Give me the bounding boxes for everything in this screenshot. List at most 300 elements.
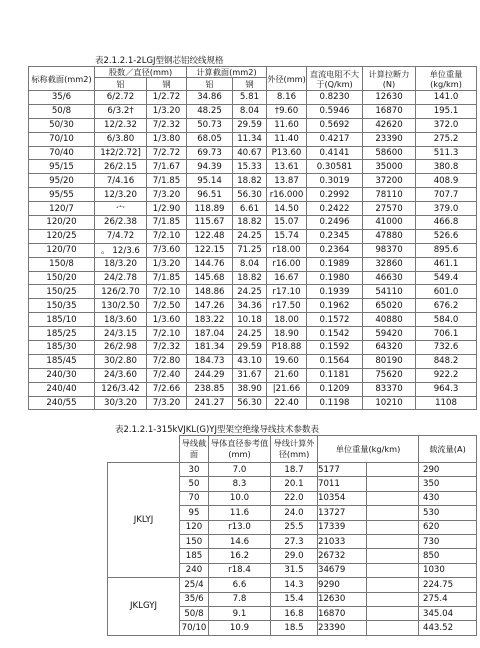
table-cell: 466.8 [416, 216, 477, 230]
table-cell: 120/70 [29, 243, 95, 257]
lgj-table-body [29, 91, 477, 410]
table-cell: 56.30 [233, 396, 267, 410]
table-cell: 10354 [318, 491, 367, 505]
table-cell: 78110 [363, 188, 416, 202]
table-cell: 50/30 [29, 118, 95, 132]
table-cell: 71.25 [233, 243, 267, 257]
table-cell: 964.3 [416, 382, 477, 396]
table-cell: 15.74 [267, 229, 307, 243]
table-cell: 37200 [363, 174, 416, 188]
table2-title: 表2.1.2.1-315kVJKL(G)YJ型架空绝缘导线技术参数表 [115, 425, 320, 435]
table-cell: 65020 [363, 299, 416, 313]
header-strands: 股数／直径(mm) [95, 67, 187, 78]
table-cell: 1108 [416, 396, 477, 410]
table-cell: 50/8 [180, 606, 209, 620]
table-cell: 184.73 [187, 354, 233, 368]
table-cell: 0.1572 [307, 313, 363, 327]
table-cell: 50.73 [187, 118, 233, 132]
spacer-cell [367, 534, 419, 548]
table-cell: 185/45 [29, 354, 95, 368]
header-type [108, 436, 180, 463]
table-cell: 35000 [363, 160, 416, 174]
table-cell: 240/40 [29, 382, 95, 396]
table-cell: 35/6 [29, 91, 95, 105]
table-cell: 13.61 [267, 160, 307, 174]
table-cell: 23390 [363, 132, 416, 146]
table-cell: 30/3.20 [95, 396, 147, 410]
table-cell: 0.8230 [307, 91, 363, 105]
table-cell: 30/2.80 [95, 354, 147, 368]
table-row [29, 368, 477, 382]
table-cell: 35/6 [180, 592, 209, 606]
table-cell: 70/10 [180, 621, 209, 635]
header-section: 标称截面(mm2) [29, 67, 95, 91]
table-cell: 7.0 [209, 463, 271, 477]
table-cell: 18.7 [271, 463, 318, 477]
table-cell: 96.51 [187, 188, 233, 202]
header-tensile: 计算拉断力(N) [363, 67, 416, 91]
table-cell: 24.0 [271, 506, 318, 520]
table-cell: 16.2 [209, 549, 271, 563]
table-cell: 56.30 [233, 188, 267, 202]
table-cell: 0.1962 [307, 299, 363, 313]
table-cell: 706.1 [416, 327, 477, 341]
table-cell: 7/2.10 [147, 327, 187, 341]
table-cell: 584.0 [416, 313, 477, 327]
table-cell: 10.18 [233, 313, 267, 327]
table-cell: 48.25 [187, 104, 233, 118]
table-cell: 7/1.85 [147, 271, 187, 285]
table-cell: 7/1.85 [147, 174, 187, 188]
table-cell: 148.86 [187, 285, 233, 299]
table-cell: 47880 [363, 229, 416, 243]
table-cell: |21.66 [267, 382, 307, 396]
table-cell: 185/10 [29, 313, 95, 327]
table-row [29, 257, 477, 271]
header-area-al: 铝 [187, 78, 233, 91]
table-cell: 17339 [318, 520, 367, 534]
table-cell: 18.82 [233, 174, 267, 188]
table-cell: 372.0 [416, 118, 477, 132]
spacer-cell [367, 506, 419, 520]
table-row [29, 132, 477, 146]
header-outer: 外径(mm) [267, 67, 307, 91]
table-cell: 461.1 [416, 257, 477, 271]
table-row [29, 382, 477, 396]
table-cell: 68.05 [187, 132, 233, 146]
table-cell: 5.81 [233, 91, 267, 105]
table-cell: 18.5 [271, 621, 318, 635]
table-cell: 31.5 [271, 563, 318, 577]
table-cell: 宀 [95, 202, 147, 216]
table-row [29, 174, 477, 188]
table-cell: 95/20 [29, 174, 95, 188]
table-cell: 7/3.60 [147, 243, 187, 257]
header-t2-weight: 单位重量(kg/km) [318, 436, 419, 463]
table-cell: 0.5946 [307, 104, 363, 118]
table-cell: 6.6 [209, 578, 271, 592]
table-cell: 38.90 [233, 382, 267, 396]
table-row [108, 578, 477, 592]
table-cell: 26/2.98 [95, 341, 147, 355]
table-row [29, 202, 477, 216]
table-cell: 185 [180, 549, 209, 563]
table-cell: 24/2.78 [95, 271, 147, 285]
table-row [29, 285, 477, 299]
table-row [29, 104, 477, 118]
group-label: JKLYJ [108, 463, 180, 578]
table-cell: 18.00 [267, 313, 307, 327]
table-cell: 95/55 [29, 188, 95, 202]
table-cell: 40.67 [233, 146, 267, 160]
table-cell: 1/3.20 [147, 104, 187, 118]
table-cell: 145.68 [187, 271, 233, 285]
table-row [29, 271, 477, 285]
table-cell: 25.5 [271, 520, 318, 534]
table-cell: 120/20 [29, 216, 95, 230]
table-cell: 15.33 [233, 160, 267, 174]
table-cell: 290 [419, 463, 477, 477]
table-cell: 120 [180, 520, 209, 534]
table-cell: 58600 [363, 146, 416, 160]
table-cell: 14.3 [271, 578, 318, 592]
table-cell: 549.4 [416, 271, 477, 285]
table-cell: 7/2.40 [147, 368, 187, 382]
table-cell: 8.04 [233, 257, 267, 271]
table-cell: 70 [180, 491, 209, 505]
table-cell: 350 [419, 477, 477, 491]
header-area-steel: 钢 [233, 78, 267, 91]
table-cell: 511.3 [416, 146, 477, 160]
table-cell: 98370 [363, 243, 416, 257]
table1-title: 表2.1.2.1-2LGJ型钢芯铝绞线规格 [95, 56, 224, 66]
table-cell: 7/3.20 [147, 188, 187, 202]
table-cell: 620 [419, 520, 477, 534]
table-cell: 10210 [363, 396, 416, 410]
table-cell: 41000 [363, 216, 416, 230]
table-cell: 1/2.90 [147, 202, 187, 216]
table-cell: 26732 [318, 549, 367, 563]
table-cell: 224.75 [419, 578, 477, 592]
table-cell: 46630 [363, 271, 416, 285]
table-cell: †9.60 [267, 104, 307, 118]
table-cell: 0.1592 [307, 341, 363, 355]
table-cell: 0.2364 [307, 243, 363, 257]
table-cell: 7/2.50 [147, 299, 187, 313]
table-cell: r18.00 [267, 243, 307, 257]
table-cell: 379.0 [416, 202, 477, 216]
table-cell: 526.6 [416, 229, 477, 243]
table-cell: 70/10 [29, 132, 95, 146]
table-cell: 27570 [363, 202, 416, 216]
table-cell: 24.25 [233, 327, 267, 341]
table-cell: 732.6 [416, 341, 477, 355]
table-cell: 12630 [318, 592, 367, 606]
table-cell: 7/2.10 [147, 229, 187, 243]
table-cell: 0.1198 [307, 396, 363, 410]
table-cell: 95 [180, 506, 209, 520]
table-cell: 922.2 [416, 368, 477, 382]
table-cell: 40880 [363, 313, 416, 327]
table-cell: 25/4 [180, 578, 209, 592]
table-cell: 18/3.20 [95, 257, 147, 271]
spacer-cell [367, 549, 419, 563]
table-cell: 181.34 [187, 341, 233, 355]
table-cell: 31.67 [233, 368, 267, 382]
table-cell: 120/7 [29, 202, 95, 216]
table-row [29, 327, 477, 341]
table-cell: 7/2.10 [147, 285, 187, 299]
table-cell: 29.0 [271, 549, 318, 563]
table-cell: 0.1980 [307, 271, 363, 285]
table-cell: 7/2.80 [147, 354, 187, 368]
spacer-cell [367, 578, 419, 592]
spacer-cell [367, 463, 419, 477]
table-cell: 34.36 [233, 299, 267, 313]
group-label: JKLGYJ [108, 578, 180, 636]
table-cell: 8.04 [233, 104, 267, 118]
table-row [29, 188, 477, 202]
table-cell: r16.00 [267, 257, 307, 271]
table-cell: 7/1.67 [147, 160, 187, 174]
table-cell: P13.60 [267, 146, 307, 160]
table-cell: 195.1 [416, 104, 477, 118]
spacer-cell [367, 592, 419, 606]
spacer-cell [367, 491, 419, 505]
table-cell: 11.40 [267, 132, 307, 146]
table-cell: 275.2 [416, 132, 477, 146]
table-cell: 26/2.38 [95, 216, 147, 230]
table-cell: 6.61 [233, 202, 267, 216]
table-cell: 115.67 [187, 216, 233, 230]
table-cell: 147.26 [187, 299, 233, 313]
table-cell: 18/3.60 [95, 313, 147, 327]
table-cell: 16.8 [271, 606, 318, 620]
table-cell: 6/3.2† [95, 104, 147, 118]
table-row [29, 146, 477, 160]
table-cell: 530 [419, 506, 477, 520]
table-cell: 7/2.72 [147, 146, 187, 160]
table-cell: 0.2496 [307, 216, 363, 230]
table-cell: 244.29 [187, 368, 233, 382]
header-strands-steel: 钢 [147, 78, 187, 91]
table-cell: 380.8 [416, 160, 477, 174]
table-cell: 16870 [318, 606, 367, 620]
table-cell: 12/2.32 [95, 118, 147, 132]
table-row [29, 313, 477, 327]
header-area: 计算截面(mm2) [187, 67, 267, 78]
table-cell: 54110 [363, 285, 416, 299]
table-cell: 24/3.60 [95, 368, 147, 382]
table-row [29, 243, 477, 257]
table-row [29, 216, 477, 230]
table-cell: 12/3.20 [95, 188, 147, 202]
table-cell: 144.76 [187, 257, 233, 271]
table-cell: 345.04 [419, 606, 477, 620]
table-cell: 15.4 [271, 592, 318, 606]
table-cell: 29.59 [233, 118, 267, 132]
table-cell: 0.30581 [307, 160, 363, 174]
table-cell: 15.07 [267, 216, 307, 230]
table-cell: 150 [180, 534, 209, 548]
lgj-spec-table [28, 66, 477, 410]
table-cell: 0.1989 [307, 257, 363, 271]
table-cell: 1/3.20 [147, 257, 187, 271]
table-cell: 0.1564 [307, 354, 363, 368]
jkl-spec-table [107, 435, 477, 636]
table-cell: 1/3.60 [147, 313, 187, 327]
table-cell: 95/15 [29, 160, 95, 174]
table-cell: 7/4.72 [95, 229, 147, 243]
table-cell: 8.3 [209, 477, 271, 491]
table-row [29, 229, 477, 243]
table-cell: 34.86 [187, 91, 233, 105]
table-cell: 。 12/3.6 [95, 243, 147, 257]
table-cell: 141.0 [416, 91, 477, 105]
table-cell: 7/1.85 [147, 216, 187, 230]
table-cell: r17.50 [267, 299, 307, 313]
table-cell: 64320 [363, 341, 416, 355]
table-cell: 238.85 [187, 382, 233, 396]
table-cell: 5177 [318, 463, 367, 477]
table-cell: 10.0 [209, 491, 271, 505]
table-cell: 240 [180, 563, 209, 577]
table-cell: 16870 [363, 104, 416, 118]
table-cell: 0.1209 [307, 382, 363, 396]
table-cell: 29.59 [233, 341, 267, 355]
table-cell: 895.6 [416, 243, 477, 257]
table-cell: 26/2.15 [95, 160, 147, 174]
table-cell: 9290 [318, 578, 367, 592]
table-row [29, 299, 477, 313]
table-cell: 0.4141 [307, 146, 363, 160]
table-cell: 11.60 [267, 118, 307, 132]
table-cell: 94.39 [187, 160, 233, 174]
table-cell: 21.60 [267, 368, 307, 382]
table-cell: 187.04 [187, 327, 233, 341]
table-cell: 59420 [363, 327, 416, 341]
table-cell: 118.89 [187, 202, 233, 216]
table-cell: 150/8 [29, 257, 95, 271]
table-cell: 12630 [363, 91, 416, 105]
header-weight: 单位重量(kg/km) [416, 67, 477, 91]
table-row [29, 118, 477, 132]
table-cell: 27.3 [271, 534, 318, 548]
table-row [29, 341, 477, 355]
table-cell: 69.73 [187, 146, 233, 160]
table-cell: 10.9 [209, 621, 271, 635]
table-cell: 0.1181 [307, 368, 363, 382]
table-cell: r13.0 [209, 520, 271, 534]
table-cell: r18.4 [209, 563, 271, 577]
table-row [108, 463, 477, 477]
table-row [29, 91, 477, 105]
table-cell: 601.0 [416, 285, 477, 299]
table-cell: 408.9 [416, 174, 477, 188]
spacer-cell [367, 621, 419, 635]
table-cell: 7.8 [209, 592, 271, 606]
table-cell: 0.2422 [307, 202, 363, 216]
table-cell: 11.6 [209, 506, 271, 520]
table-cell: 14.50 [267, 202, 307, 216]
table-cell: 443.52 [419, 621, 477, 635]
table-cell: 22.40 [267, 396, 307, 410]
table-cell: 430 [419, 491, 477, 505]
table-cell: 150/20 [29, 271, 95, 285]
table-row [29, 354, 477, 368]
table-cell: 676.2 [416, 299, 477, 313]
table-cell: 1/2.72 [147, 91, 187, 105]
spacer-cell [367, 520, 419, 534]
table-cell: 43.10 [233, 354, 267, 368]
jkl-table-body [108, 463, 477, 636]
table-cell: 7011 [318, 477, 367, 491]
table-cell: 7/2.32 [147, 118, 187, 132]
table-row [29, 160, 477, 174]
table-cell: 24/3.15 [95, 327, 147, 341]
table-cell: 7/4.16 [95, 174, 147, 188]
table-cell: 0.4217 [307, 132, 363, 146]
table-cell: r17.10 [267, 285, 307, 299]
table-cell: 42620 [363, 118, 416, 132]
table-cell: 21033 [318, 534, 367, 548]
table-cell: 9.1 [209, 606, 271, 620]
table-cell: 240/30 [29, 368, 95, 382]
table-cell: 8.16 [267, 91, 307, 105]
table-cell: 120/25 [29, 229, 95, 243]
table-cell: 50/8 [29, 104, 95, 118]
table-row [29, 396, 477, 410]
table-cell: 24.25 [233, 229, 267, 243]
table-cell: 0.1542 [307, 327, 363, 341]
table-cell: 1030 [419, 563, 477, 577]
table-cell: 18.90 [267, 327, 307, 341]
header-t2-conductor: 导体直径参考值(mm) [209, 436, 271, 463]
table-cell: 1‡2/2.72] [95, 146, 147, 160]
table-cell: 22.0 [271, 491, 318, 505]
header-t2-ampacity: 载流量(A) [419, 436, 477, 463]
table-cell: 0.1939 [307, 285, 363, 299]
table-cell: 7/2.66 [147, 382, 187, 396]
table-cell: 150/35 [29, 299, 95, 313]
table-cell: 30 [180, 463, 209, 477]
table-cell: 19.60 [267, 354, 307, 368]
spacer-cell [367, 606, 419, 620]
table-cell: 130/2.50 [95, 299, 147, 313]
table-cell: 7/3.20 [147, 396, 187, 410]
table-cell: 0.2345 [307, 229, 363, 243]
table-cell: 126/2.70 [95, 285, 147, 299]
header-resistance: 直流电阻不大于(Q/km) [307, 67, 363, 91]
table-cell: 11.34 [233, 132, 267, 146]
table-cell: 126/3.42 [95, 382, 147, 396]
table-cell: 183.22 [187, 313, 233, 327]
table-cell: 13.87 [267, 174, 307, 188]
spacer-cell [367, 563, 419, 577]
table-cell: 122.15 [187, 243, 233, 257]
table-cell: 275.4 [419, 592, 477, 606]
table-cell: 24.25 [233, 285, 267, 299]
table-cell: 150/25 [29, 285, 95, 299]
table-cell: 240/55 [29, 396, 95, 410]
table-cell: 23390 [318, 621, 367, 635]
table-cell: 6/2.72 [95, 91, 147, 105]
table-cell: 850 [419, 549, 477, 563]
table-cell: 6/3.80 [95, 132, 147, 146]
table-cell: 848.2 [416, 354, 477, 368]
table-cell: 185/25 [29, 327, 95, 341]
table-cell: 14.6 [209, 534, 271, 548]
